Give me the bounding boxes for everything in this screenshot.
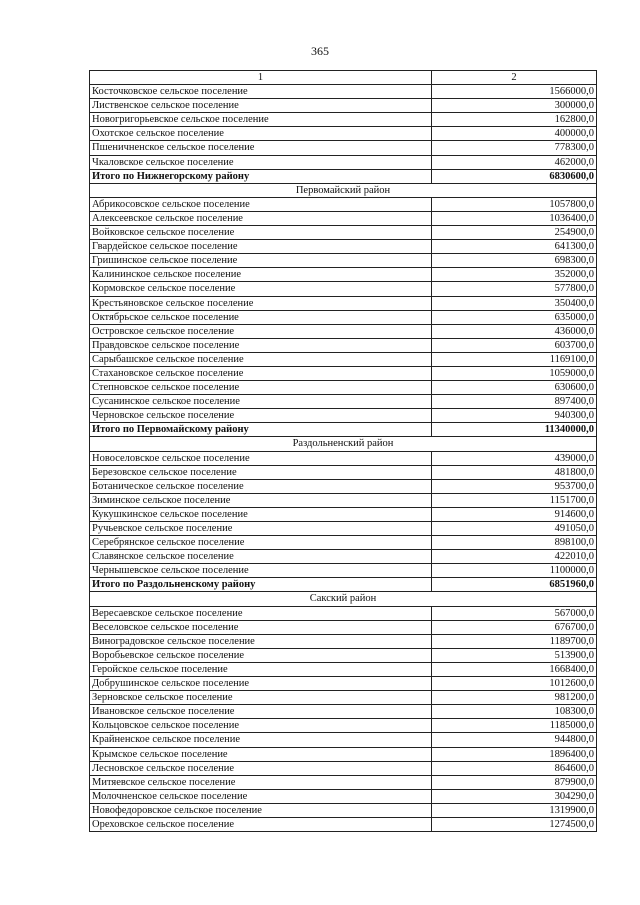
table-row [90,648,597,662]
settlement-name: Черновское сельское поселение [90,409,432,423]
total-label: Итого по Раздольненскому району [90,578,432,592]
amount: 462000,0 [432,155,597,169]
table-row [90,493,597,507]
amount: 254900,0 [432,226,597,240]
table-row [90,338,597,352]
table-row [90,620,597,634]
region-header-row [90,592,597,606]
amount: 439000,0 [432,451,597,465]
settlement-name: Абрикосовское сельское поселение [90,197,432,211]
settlement-name: Крайненское сельское поселение [90,733,432,747]
table-row [90,507,597,521]
settlement-name: Алексеевское сельское поселение [90,211,432,225]
table-row [90,127,597,141]
table-row [90,85,597,99]
settlement-name: Крымское сельское поселение [90,747,432,761]
table-row [90,465,597,479]
settlement-name: Ботаническое сельское поселение [90,479,432,493]
amount: 352000,0 [432,268,597,282]
table-row [90,564,597,578]
table-row [90,254,597,268]
region-name: Первомайский район [90,183,597,197]
amount: 914600,0 [432,507,597,521]
table-row [90,310,597,324]
table-row [90,352,597,366]
amount: 897400,0 [432,395,597,409]
settlement-name: Охотское сельское поселение [90,127,432,141]
settlement-name: Геройское сельское поселение [90,662,432,676]
table-row [90,451,597,465]
amount: 577800,0 [432,282,597,296]
table-row [90,226,597,240]
table-row [90,705,597,719]
settlement-name: Новофедоровское сельское поселение [90,803,432,817]
settlement-name: Степновское сельское поселение [90,381,432,395]
amount: 1319900,0 [432,803,597,817]
amount: 879900,0 [432,775,597,789]
table-row [90,719,597,733]
total-row [90,578,597,592]
table-row [90,141,597,155]
amount: 778300,0 [432,141,597,155]
table-row [90,803,597,817]
total-amount: 11340000,0 [432,423,597,437]
amount: 641300,0 [432,240,597,254]
table-row [90,240,597,254]
table-row [90,761,597,775]
table-row [90,155,597,169]
amount: 944800,0 [432,733,597,747]
total-label: Итого по Нижнегорскому району [90,169,432,183]
amount: 864600,0 [432,761,597,775]
settlement-name: Стахановское сельское поселение [90,366,432,380]
settlement-name: Сусанинское сельское поселение [90,395,432,409]
table-row [90,479,597,493]
table-row [90,522,597,536]
amount: 1189700,0 [432,634,597,648]
settlement-name: Ручьевское сельское поселение [90,522,432,536]
settlement-name: Гвардейское сельское поселение [90,240,432,254]
table-row [90,113,597,127]
table-row [90,536,597,550]
column-header-2: 2 [432,71,597,85]
settlement-name: Зерновское сельское поселение [90,691,432,705]
amount: 513900,0 [432,648,597,662]
settlement-name: Лиственское сельское поселение [90,99,432,113]
amount: 1169100,0 [432,352,597,366]
amount: 1100000,0 [432,564,597,578]
settlement-name: Митяевское сельское поселение [90,775,432,789]
total-amount: 6830600,0 [432,169,597,183]
table-row [90,691,597,705]
amount: 481800,0 [432,465,597,479]
amount: 422010,0 [432,550,597,564]
table-row [90,282,597,296]
region-header-row [90,183,597,197]
region-name: Сакский район [90,592,597,606]
amount: 491050,0 [432,522,597,536]
table-row [90,409,597,423]
amount: 1151700,0 [432,493,597,507]
table-row [90,99,597,113]
amount: 981200,0 [432,691,597,705]
amount: 304290,0 [432,789,597,803]
settlement-name: Сарыбашское сельское поселение [90,352,432,366]
settlement-name: Молочненское сельское поселение [90,789,432,803]
amount: 1896400,0 [432,747,597,761]
settlement-name: Крестьяновское сельское поселение [90,296,432,310]
amount: 940300,0 [432,409,597,423]
settlement-name: Добрушинское сельское поселение [90,677,432,691]
settlement-name: Правдовское сельское поселение [90,338,432,352]
amount: 162800,0 [432,113,597,127]
settlement-name: Серебрянское сельское поселение [90,536,432,550]
budget-table [89,70,597,832]
amount: 350400,0 [432,296,597,310]
settlement-name: Гришинское сельское поселение [90,254,432,268]
settlement-name: Вересаевское сельское поселение [90,606,432,620]
table-row [90,381,597,395]
amount: 300000,0 [432,99,597,113]
settlement-name: Новоселовское сельское поселение [90,451,432,465]
amount: 1012600,0 [432,677,597,691]
amount: 567000,0 [432,606,597,620]
amount: 108300,0 [432,705,597,719]
amount: 1566000,0 [432,85,597,99]
table-row [90,817,597,831]
amount: 630600,0 [432,381,597,395]
settlement-name: Ивановское сельское поселение [90,705,432,719]
table-row [90,366,597,380]
page-number: 365 [311,44,329,58]
total-label: Итого по Первомайскому району [90,423,432,437]
settlement-name: Воробьевское сельское поселение [90,648,432,662]
settlement-name: Островское сельское поселение [90,324,432,338]
table-row [90,197,597,211]
settlement-name: Кукушкинское сельское поселение [90,507,432,521]
settlement-name: Березовское сельское поселение [90,465,432,479]
table-row [90,296,597,310]
amount: 1036400,0 [432,211,597,225]
settlement-name: Зиминское сельское поселение [90,493,432,507]
table-row [90,677,597,691]
settlement-name: Чернышевское сельское поселение [90,564,432,578]
settlement-name: Ореховское сельское поселение [90,817,432,831]
settlement-name: Войковское сельское поселение [90,226,432,240]
amount: 1185000,0 [432,719,597,733]
region-name: Раздольненский район [90,437,597,451]
table-row [90,268,597,282]
table-row [90,789,597,803]
amount: 1668400,0 [432,662,597,676]
table-row [90,747,597,761]
table-row [90,324,597,338]
table-row [90,211,597,225]
settlement-name: Чкаловское сельское поселение [90,155,432,169]
amount: 1274500,0 [432,817,597,831]
amount: 400000,0 [432,127,597,141]
table-row [90,662,597,676]
settlement-name: Виноградовское сельское поселение [90,634,432,648]
amount: 953700,0 [432,479,597,493]
table-row [90,775,597,789]
amount: 1057800,0 [432,197,597,211]
table-header-row [90,71,597,85]
amount: 676700,0 [432,620,597,634]
settlement-name: Славянское сельское поселение [90,550,432,564]
settlement-name: Пшеничненское сельское поселение [90,141,432,155]
total-amount: 6851960,0 [432,578,597,592]
column-header-1: 1 [90,71,432,85]
settlement-name: Косточковское сельское поселение [90,85,432,99]
total-row [90,423,597,437]
amount: 698300,0 [432,254,597,268]
settlement-name: Калининское сельское поселение [90,268,432,282]
amount: 1059000,0 [432,366,597,380]
table-row [90,395,597,409]
table-row [90,550,597,564]
settlement-name: Кольцовское сельское поселение [90,719,432,733]
table-row [90,733,597,747]
settlement-name: Новогригорьевское сельское поселение [90,113,432,127]
amount: 436000,0 [432,324,597,338]
settlement-name: Октябрьское сельское поселение [90,310,432,324]
table-row [90,606,597,620]
region-header-row [90,437,597,451]
amount: 603700,0 [432,338,597,352]
amount: 898100,0 [432,536,597,550]
settlement-name: Лесновское сельское поселение [90,761,432,775]
settlement-name: Кормовское сельское поселение [90,282,432,296]
amount: 635000,0 [432,310,597,324]
table-row [90,634,597,648]
settlement-name: Веселовское сельское поселение [90,620,432,634]
total-row [90,169,597,183]
